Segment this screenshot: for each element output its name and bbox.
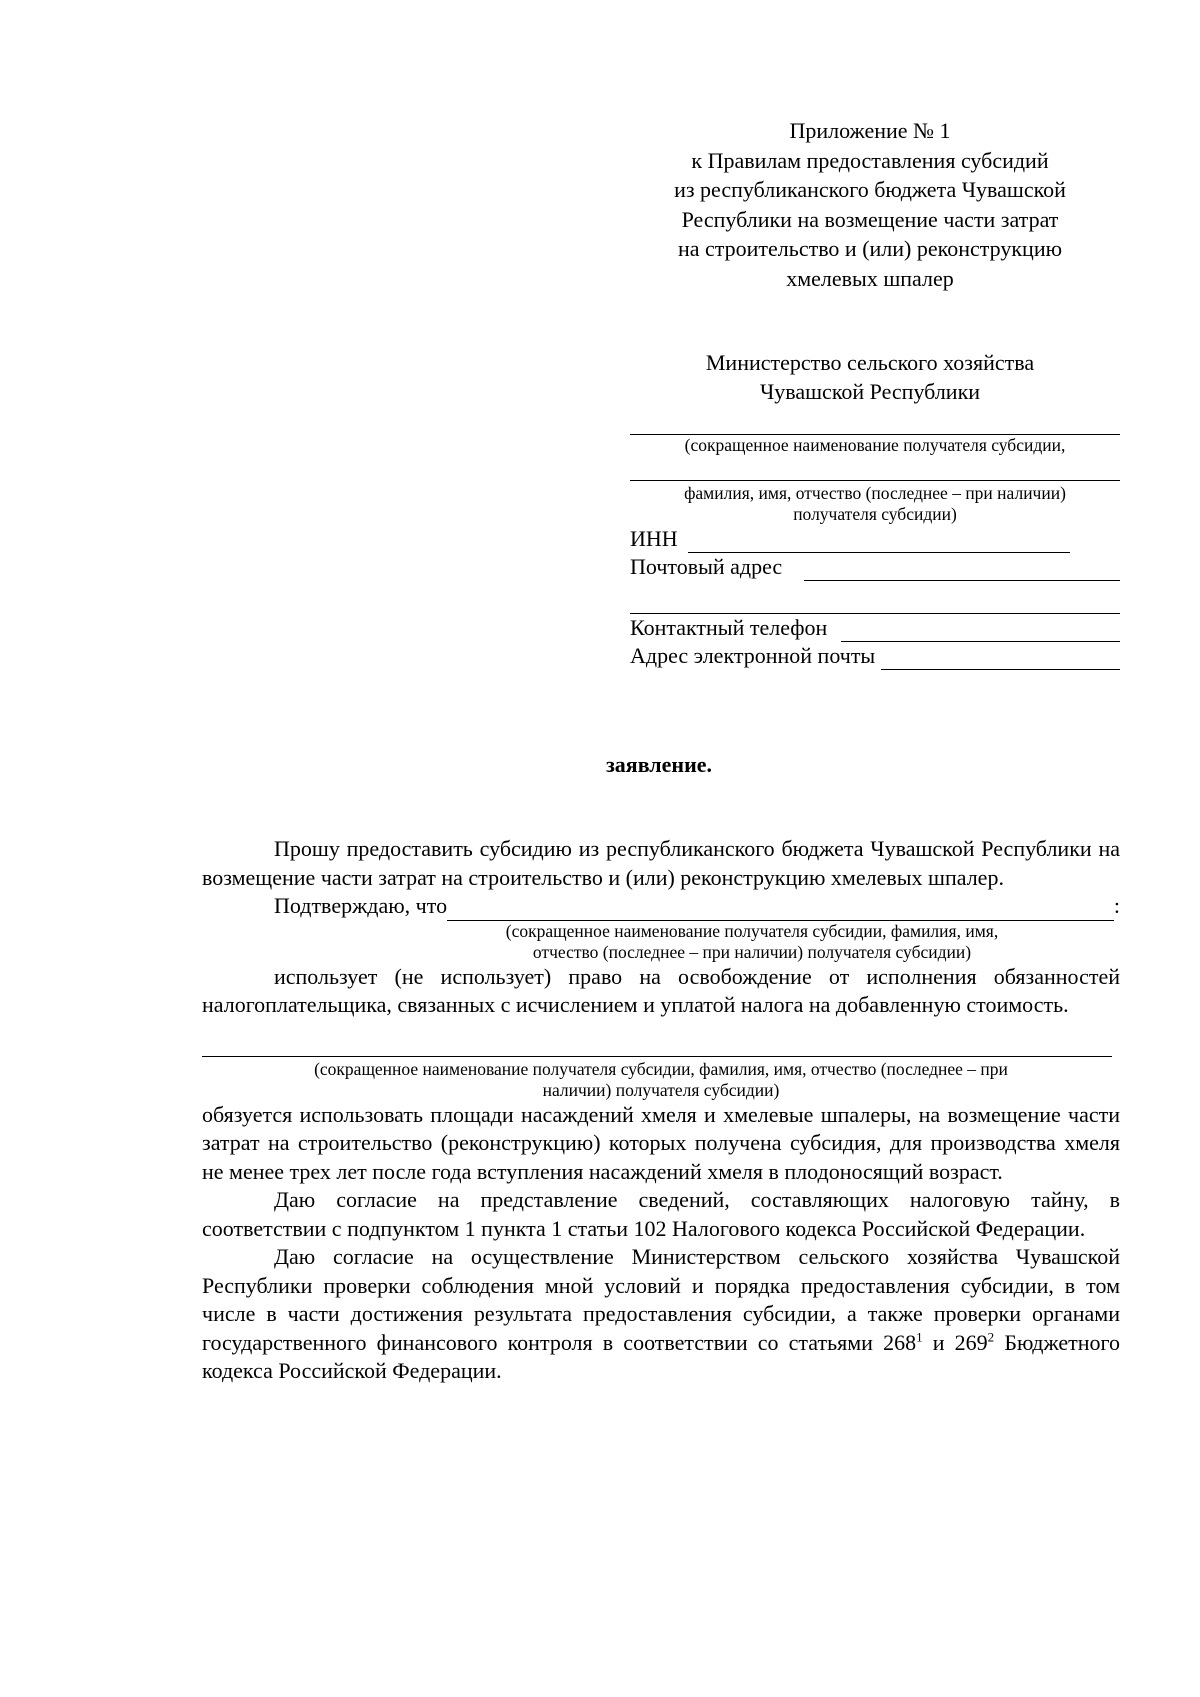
postal-field[interactable]: [804, 556, 1120, 581]
inspection-consent-text: Даю согласие на осуществление Министерством сельского хозяйства Чувашской Республики проверки соблюдения мной условий и порядка предоставления субсидии, в том числе в части достижения результата предоставления субсидии, а также проверки органами государственного финансового контроля в соответствии со статьями 268: [202, 1244, 1120, 1355]
fio-caption-line2: получателя субсидии): [793, 504, 957, 524]
confirm-label: Подтверждаю, что: [274, 893, 448, 918]
vat-paragraph: использует (не использует) право на освобождение от исполнения обязанностей налогоплательщика, связанных с исчислением и уплатой налога на добавленную стоимость.: [202, 963, 1120, 1017]
article-268-superscript: 1: [916, 1329, 923, 1345]
ministry-line: Чувашской Республики: [759, 379, 981, 404]
recipient-caption-line2: наличии) получателя субсидии): [542, 1079, 780, 1100]
confirm-row: [274, 892, 1120, 921]
appendix-header: [620, 116, 1120, 293]
fio-field[interactable]: [630, 456, 1120, 481]
article-269-superscript: 2: [987, 1329, 995, 1345]
inspection-consent-text: и 269: [922, 1329, 988, 1355]
inn-field[interactable]: [688, 528, 1070, 553]
appendix-line: хмелевых шпалер: [786, 265, 954, 291]
inn-row: [630, 525, 1070, 553]
tax-secret-consent-paragraph: Даю согласие на представление сведений, составляющих налоговую тайну, в соответствии с подпунктом 1 пункта 1 статьи 102 Налогового кодекса Российской Федерации.: [202, 1187, 1120, 1241]
confirm-caption-line1: (сокращенное наименование получателя субсидии, фамилия, имя,: [505, 920, 999, 941]
email-label: Адрес электронной почты: [630, 643, 876, 668]
phone-field[interactable]: [841, 617, 1120, 642]
appendix-line: Приложение № 1: [789, 118, 951, 143]
confirm-caption-line2: отчество (последнее – при наличии) получателя субсидии): [532, 941, 972, 962]
recipient-name-field[interactable]: [202, 1020, 1112, 1057]
postal-field-continued[interactable]: [630, 581, 1120, 614]
statement-body: [202, 835, 1120, 1386]
appendix-line: к Правилам предоставления субсидий: [691, 147, 1049, 173]
short-name-caption: (сокращенное наименование получателя субсидии,: [684, 435, 1066, 455]
request-paragraph: Прошу предоставить субсидию из республиканского бюджета Чувашской Республики на возмещение части затрат на строительство и (или) реконструкцию хмелевых шпалер.: [202, 836, 1120, 890]
email-field[interactable]: [881, 645, 1120, 670]
recipient-caption-line1: (сокращенное наименование получателя субсидии, фамилия, имя, отчество (последнее – при: [314, 1058, 1008, 1079]
applicant-form: [630, 408, 1120, 670]
phone-row: [630, 614, 1120, 642]
phone-label: Контактный телефон: [630, 615, 828, 640]
ministry-line: Министерство сельского хозяйства: [705, 350, 1035, 375]
obligation-paragraph: обязуется использовать площади насаждений хмеля и хмелевые шпалеры, на возмещение части затрат на строительство (реконструкцию) которых получена субсидия, для производства хмеля не менее трех лет после года вступления насаждений хмеля в плодоносящий возраст.: [202, 1101, 1120, 1184]
inn-label: ИНН: [630, 526, 678, 551]
appendix-line: Республики на возмещение части затрат: [681, 206, 1059, 232]
document-title: заявление.: [605, 752, 713, 777]
postal-row: [630, 553, 1120, 581]
inspection-consent-text: Бюджетного кодекса Российской Федерации.: [202, 1329, 1120, 1383]
appendix-line: на строительство и (или) реконструкцию: [677, 236, 1063, 261]
confirm-colon: :: [1113, 893, 1120, 918]
appendix-line: из республиканского бюджета Чувашской: [674, 177, 1066, 202]
fio-caption-line1: фамилия, имя, отчество (последнее – при наличии): [684, 483, 1066, 503]
addressee-ministry: [630, 348, 1110, 406]
postal-label: Почтовый адрес: [630, 554, 783, 579]
confirm-recipient-field[interactable]: [447, 896, 1114, 921]
short-name-field[interactable]: [630, 408, 1120, 435]
email-row: [630, 642, 1120, 670]
inspection-consent-paragraph: [202, 1243, 1120, 1386]
